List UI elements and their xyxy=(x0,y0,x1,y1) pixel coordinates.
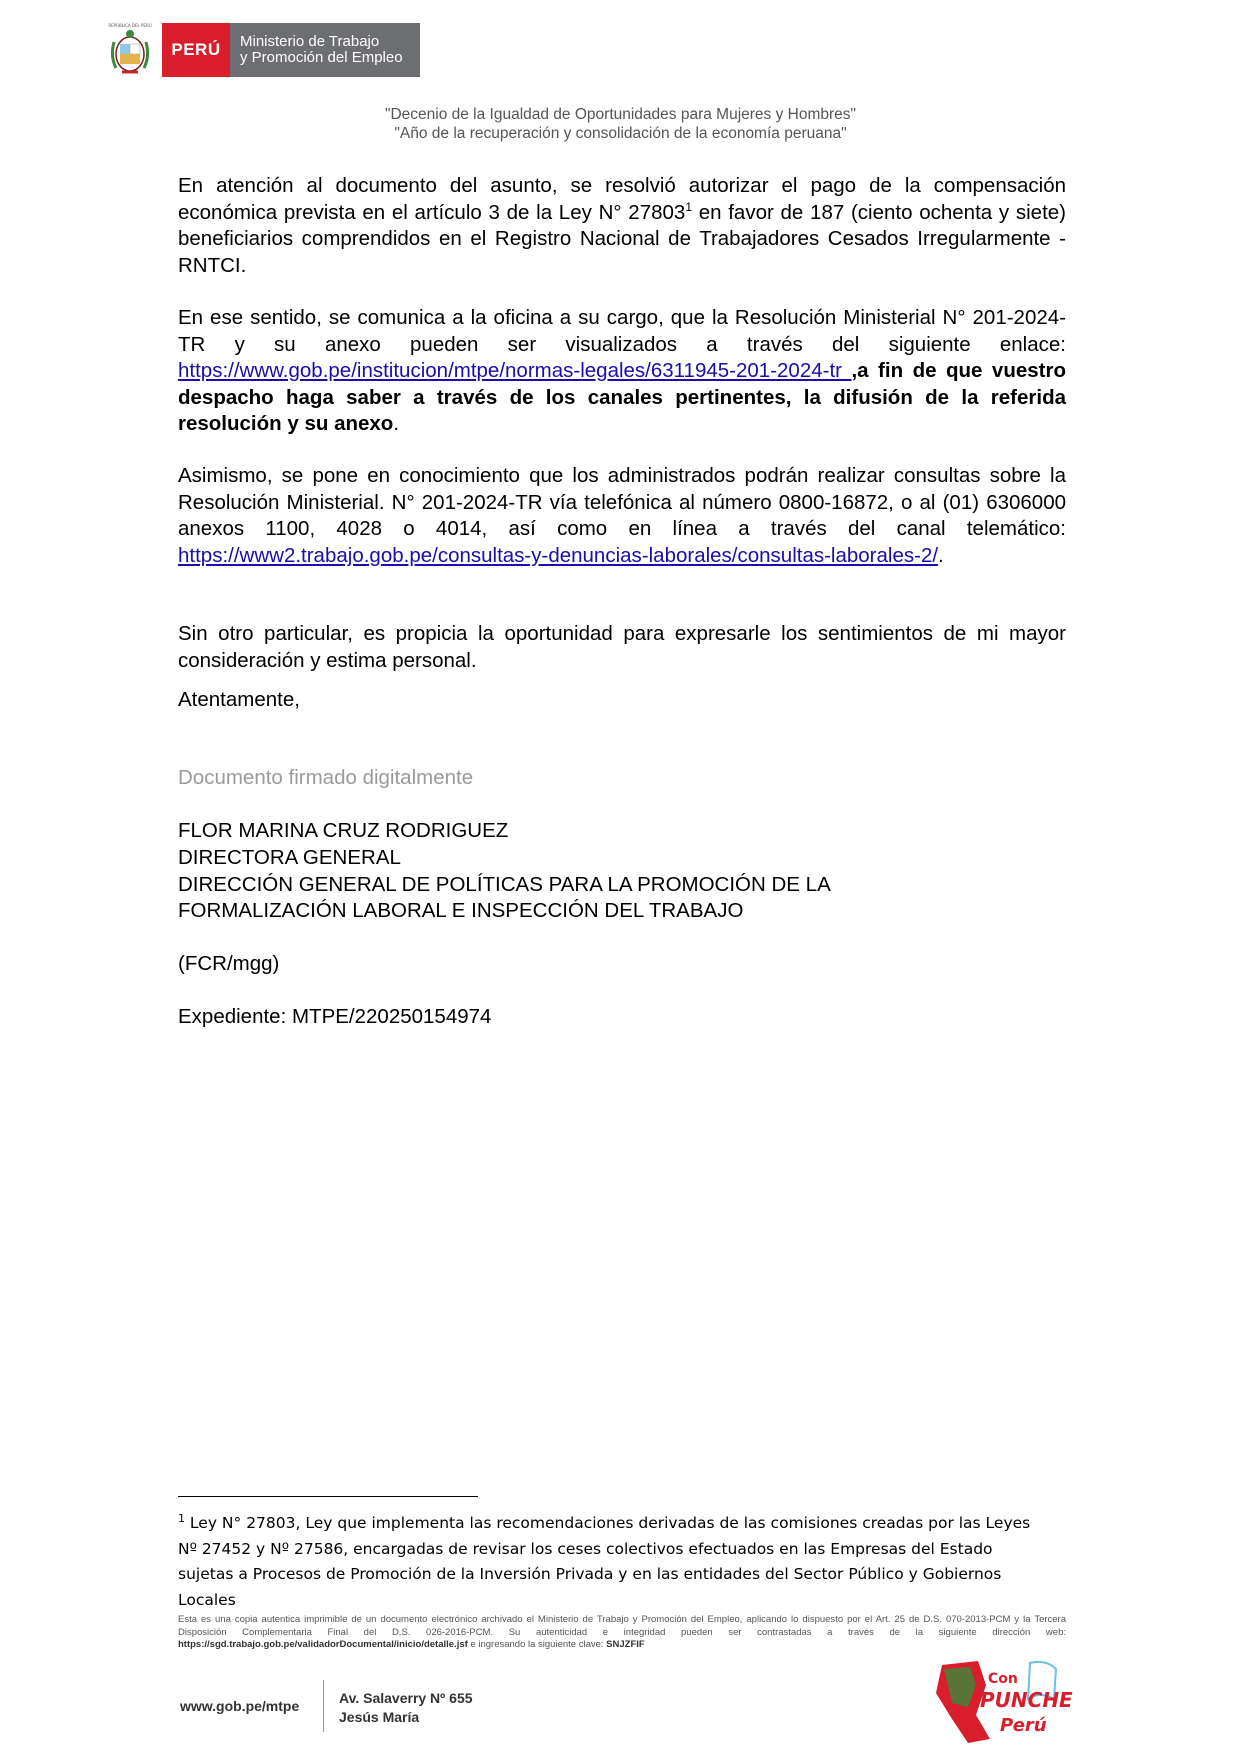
signer-name: FLOR MARINA CRUZ RODRIGUEZ xyxy=(178,819,509,842)
closing: Atentamente, xyxy=(178,688,300,711)
resolution-link[interactable]: https://www.gob.pe/institucion/mtpe/normas-legales/6311945-201-2024-tr xyxy=(178,359,852,382)
punche-con: Con xyxy=(988,1671,1018,1687)
p2-text-a: En ese sentido, se comunica a la oficina a su cargo, que la Resolución Ministerial N° 201-2024-TR y su anexo pueden ser visualizados a través del siguiente enlace: xyxy=(178,306,1066,356)
address-line2: Jesús María xyxy=(339,1709,420,1725)
validation-key: SNJZFIF xyxy=(606,1639,645,1650)
footnote-divider xyxy=(178,1496,478,1497)
paragraph-4: Sin otro particular, es propicia la oportunidad para expresarle los sentimientos de mi mayor consideración y estima personal. xyxy=(178,622,1066,672)
ministry-line2: y Promoción del Empleo xyxy=(240,49,403,66)
footnote xyxy=(178,1511,1048,1613)
punche-peru: Perú xyxy=(1000,1715,1047,1736)
paragraph-2 xyxy=(178,305,1066,438)
authenticity-notice xyxy=(178,1614,1066,1652)
initials: (FCR/mgg) xyxy=(178,952,280,975)
punche-word: PUNCHE xyxy=(980,1688,1073,1712)
ministry-line1: Ministerio de Trabajo xyxy=(240,33,380,50)
footnote-text: Ley N° 27803, Ley que implementa las recomendaciones derivadas de las comisiones creadas por las Leyes Nº 27452 y Nº 27586, encargadas de revisar los ceses colectivos efectuados en las Empresas del Estado sujetas a Procesos de Promoción de la Inversión Privada y en las entidades del Sector Público y Gobiernos Locales xyxy=(178,1514,1031,1609)
address-line1: Av. Salaverry Nº 655 xyxy=(339,1690,473,1706)
logo-country: PERÚ xyxy=(162,23,230,77)
ministry-logo xyxy=(162,23,420,77)
signer-title: DIRECTORA GENERAL xyxy=(178,846,401,869)
logo-ministry xyxy=(230,23,420,77)
digital-signature-mark: Documento firmado digitalmente xyxy=(178,766,474,789)
legal-text-b: e ingresando la siguiente clave: xyxy=(467,1639,607,1650)
coat-of-arms-icon xyxy=(108,20,152,80)
footer-address xyxy=(339,1689,473,1727)
p2-end: . xyxy=(393,412,400,435)
signer-office-line1: DIRECCIÓN GENERAL DE POLÍTICAS PARA LA PROMOCIÓN DE LA xyxy=(178,873,831,896)
expediente: Expediente: MTPE/220250154974 xyxy=(178,1005,492,1028)
letterhead xyxy=(108,20,420,80)
validation-url[interactable]: https://sgd.trabajo.gob.pe/validadorDocumental/inicio/detalle.jsf xyxy=(178,1639,468,1650)
p1-text-b: en favor de 187 (ciento ochenta y siete) beneficiarios comprendidos en el Registro Nacional de Trabajadores Cesados Irregularmente - RNTCI. xyxy=(178,200,1066,277)
signer-office-line2: FORMALIZACIÓN LABORAL E INSPECCIÓN DEL TRABAJO xyxy=(178,899,744,922)
p2-bold-text: ,a fin de que vuestro despacho haga saber a través de los canales pertinentes, la difusión de la referida resolución y su anexo xyxy=(178,359,1066,435)
p3-text-a: Asimismo, se pone en conocimiento que los administrados podrán realizar consultas sobre la Resolución Ministerial. N° 201-2024-TR vía telefónica al número 0800-16872, o al (01) 6306000 anexos 1100, 4028 o 4014, así como en línea a través del canal telemático: xyxy=(178,464,1066,540)
footer-website[interactable]: www.gob.pe/mtpe xyxy=(180,1698,300,1714)
footnote-number: 1 xyxy=(178,1511,185,1525)
motto-year: "Año de la recuperación y consolidación de la economía peruana" xyxy=(394,125,847,142)
paragraph-1 xyxy=(178,173,1066,279)
p1-text-a: En atención al documento del asunto, se resolvió autorizar el pago de la compensación económica prevista en el artículo 3 de la Ley N° 27803 xyxy=(178,174,1066,224)
svg-text:REPÚBLICA DEL PERÚ: REPÚBLICA DEL PERÚ xyxy=(108,23,152,28)
p3-end: . xyxy=(938,543,944,567)
footnote-ref[interactable]: 1 xyxy=(685,199,692,214)
con-punche-peru-logo xyxy=(930,1655,1080,1747)
motto-decenio: "Decenio de la Igualdad de Oportunidades para Mujeres y Hombres" xyxy=(384,106,857,123)
footer-divider xyxy=(323,1680,324,1732)
paragraph-3 xyxy=(178,463,1066,569)
consultas-link[interactable]: https://www2.trabajo.gob.pe/consultas-y-denuncias-laborales/consultas-laborales-2/ xyxy=(178,543,939,567)
legal-text-a: Esta es una copia autentica imprimible de un documento electrónico archivado el Ministerio de Trabajo y Promoción del Empleo, aplicando lo dispuesto por el Art. 25 de D.S. 070-2013-PCM y la Tercera Disposición Complementaria Final del D.S. 026-2016-PCM. Su autenticidad e integridad pueden ser contrastadas a través de la siguiente dirección web: xyxy=(178,1614,1066,1638)
